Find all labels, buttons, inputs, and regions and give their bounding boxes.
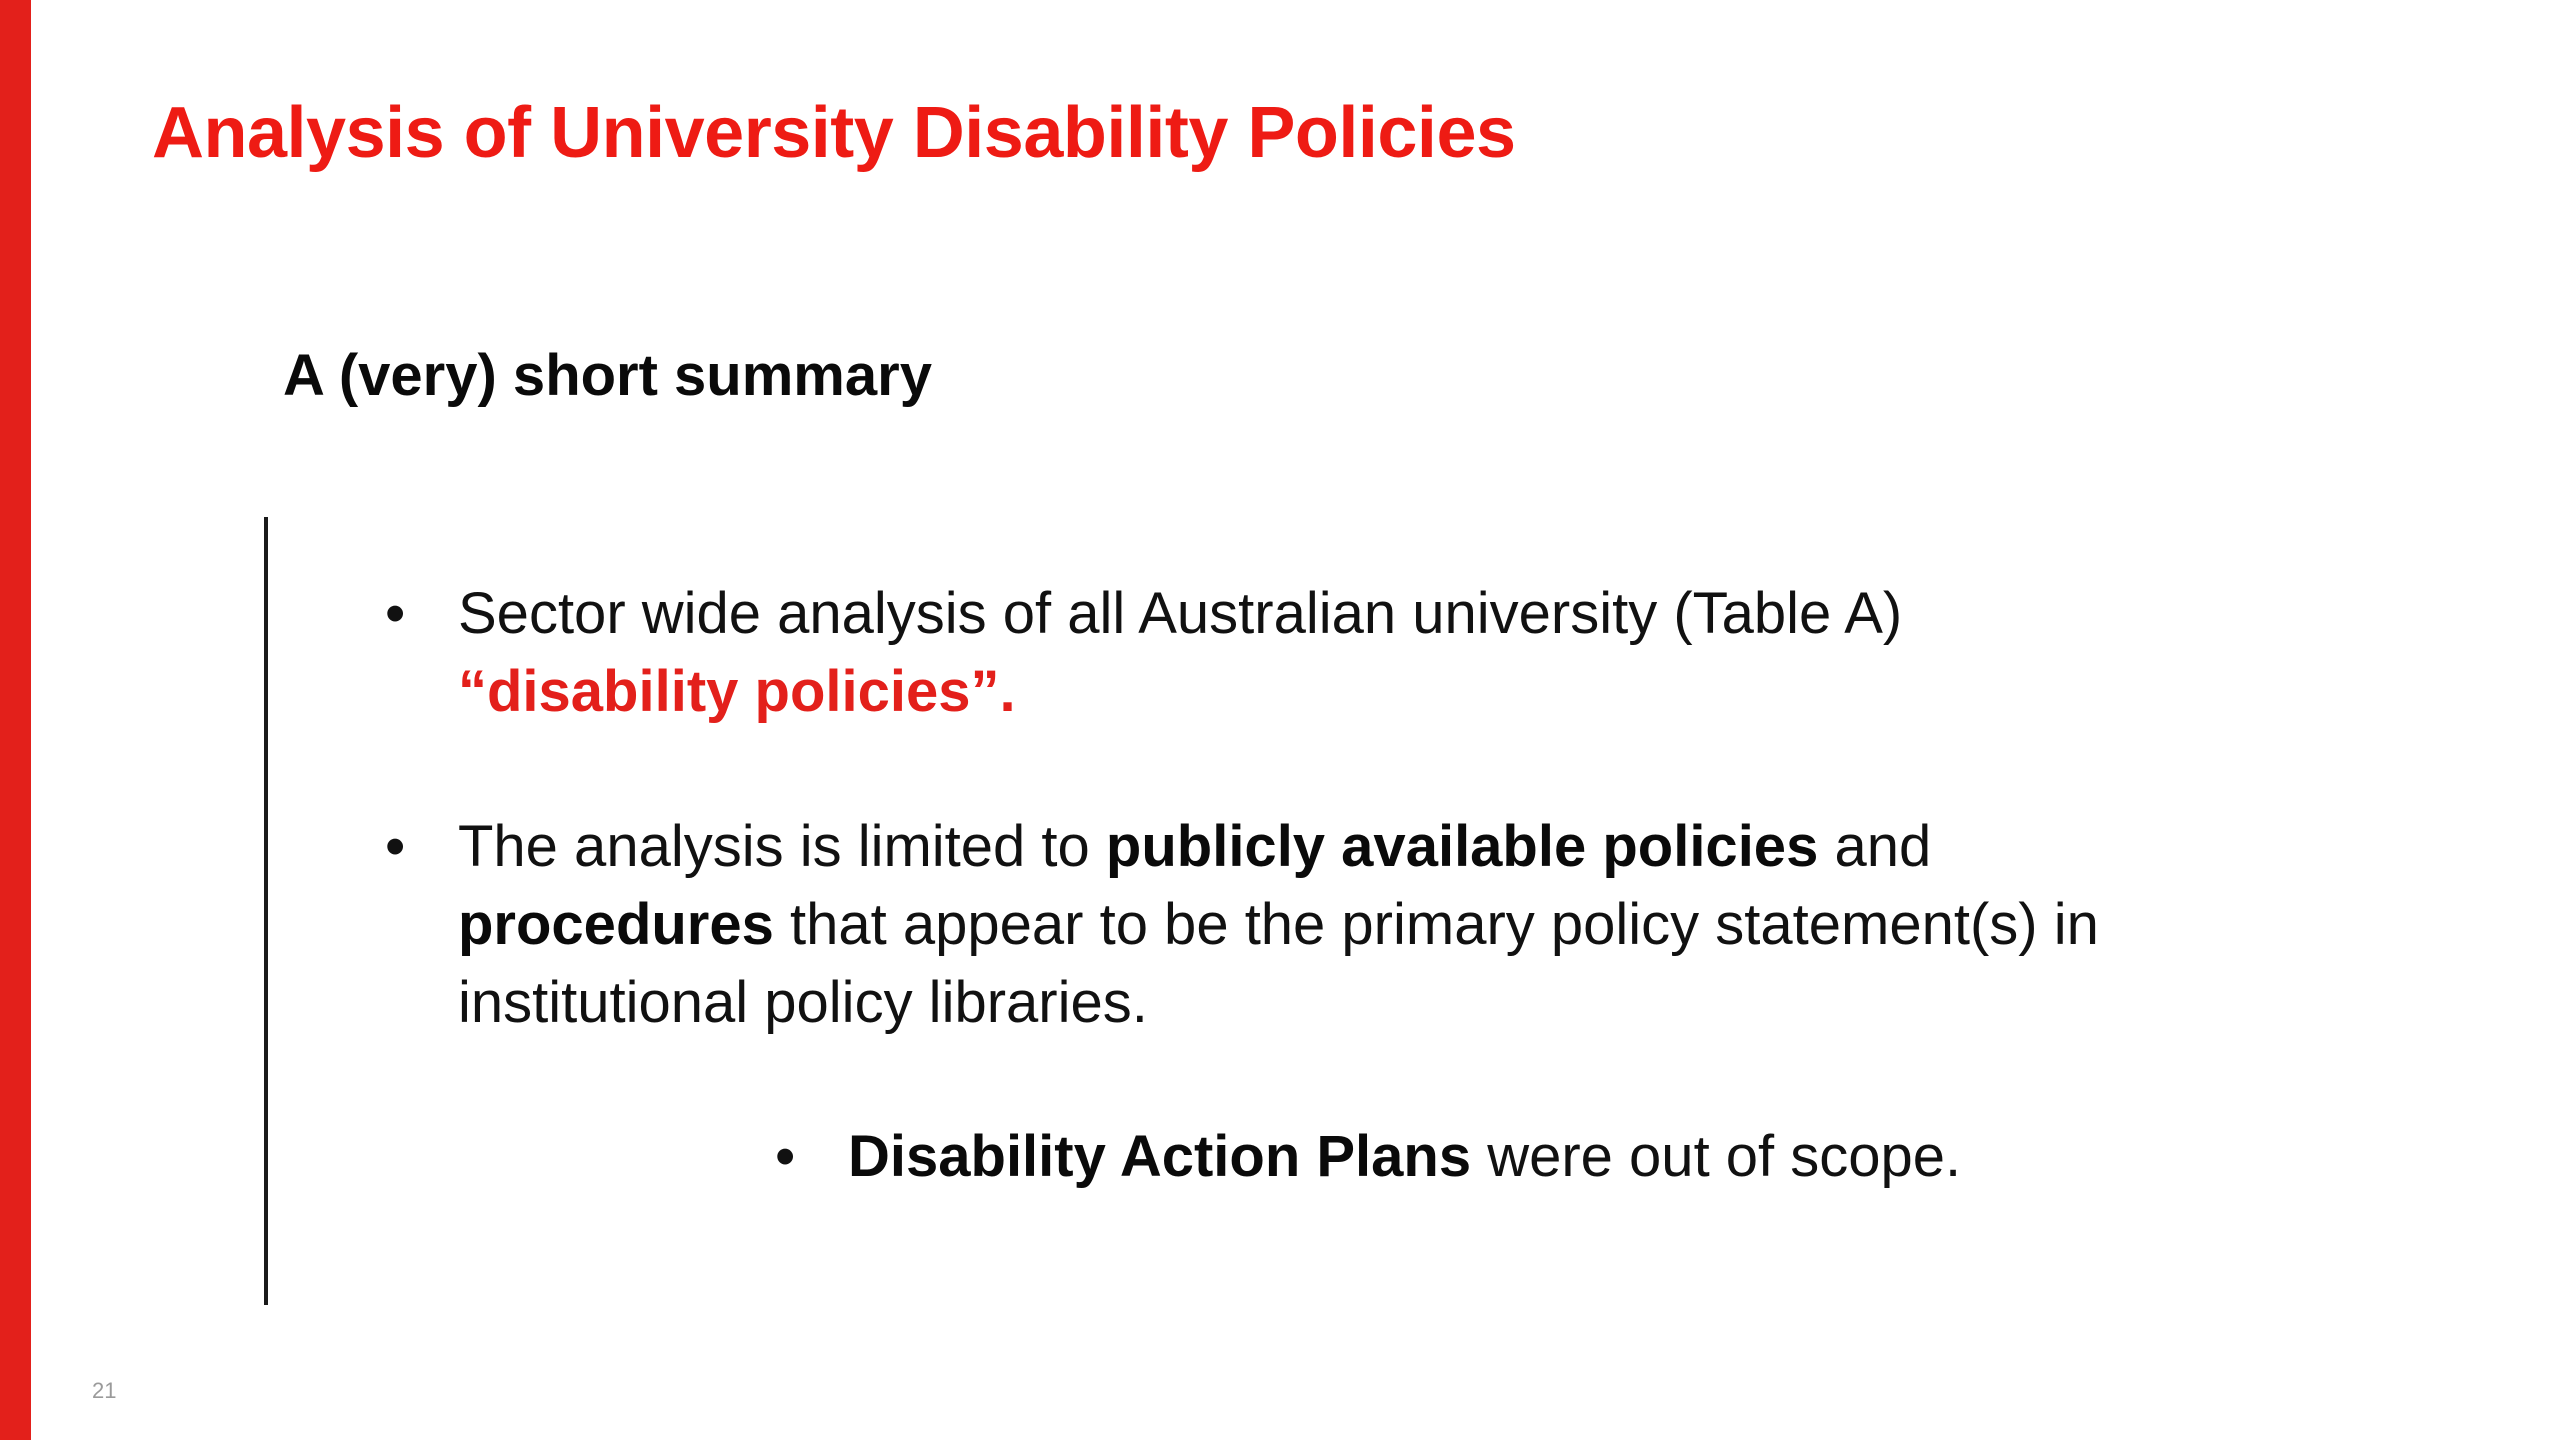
- bold-disability-action-plans: Disability Action Plans: [848, 1124, 1472, 1189]
- bullet-text: that appear to be the primary policy statement(s) in institutional policy libraries.: [458, 892, 2099, 1035]
- slide-title: Analysis of University Disability Policies: [152, 93, 1516, 173]
- bullet-dot: •: [775, 1124, 796, 1189]
- bullet-dot: •: [385, 581, 406, 646]
- bullet-text: The analysis is limited to: [458, 814, 1106, 879]
- accent-bar: [0, 0, 31, 1440]
- bold-publicly-available-policies: publicly available policies: [1105, 814, 1819, 879]
- bullet-text: were out of scope.: [1471, 1124, 1962, 1189]
- bullet-item-action-plans: [775, 1118, 2248, 1196]
- bullet-text: and: [1818, 814, 1932, 879]
- bold-procedures: procedures: [458, 892, 774, 957]
- bullet-item-analysis-scope: [385, 808, 2358, 1042]
- bullet-text: Sector wide analysis of all Australian university (Table A): [458, 581, 1903, 646]
- page-number: 21: [92, 1378, 117, 1403]
- bullet-item-sector-analysis: [385, 575, 2358, 731]
- slide-subtitle: A (very) short summary: [283, 343, 932, 408]
- vertical-divider: [264, 517, 268, 1305]
- bullet-dot: •: [385, 814, 406, 879]
- highlight-disability-policies: “disability policies”.: [458, 659, 1016, 724]
